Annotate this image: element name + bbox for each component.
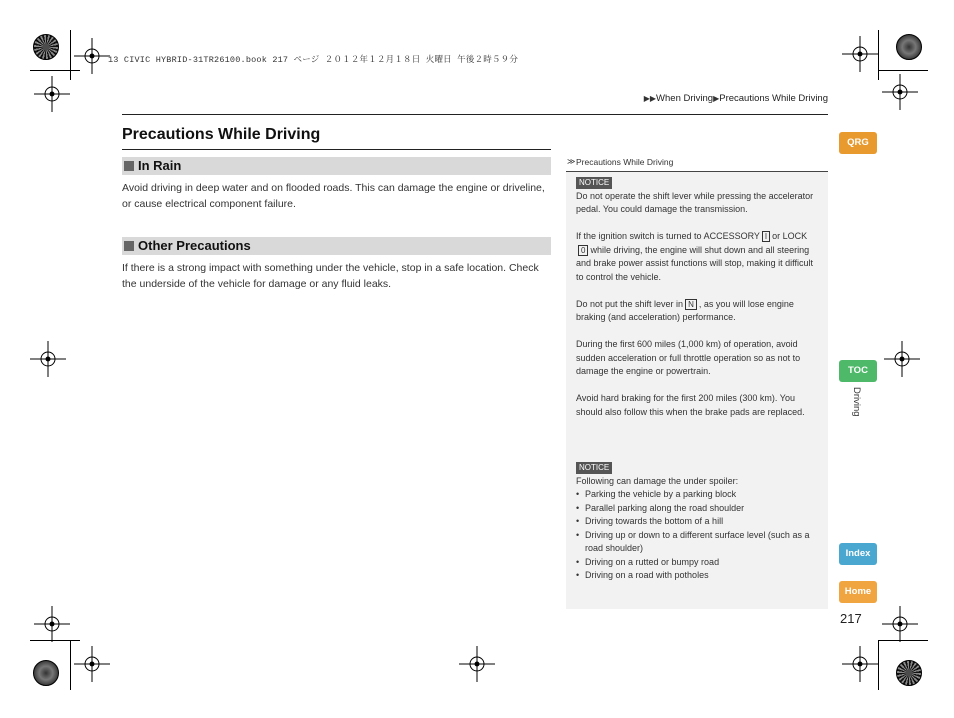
notice-text: If the ignition switch is turned to ACCESSORY (576, 231, 760, 241)
notice-paragraph: Following can damage the under spoiler: (576, 475, 739, 486)
sidebar-header (566, 155, 828, 172)
notice-paragraph (576, 298, 821, 325)
registration-mark-icon (840, 644, 880, 684)
toc-tab-button[interactable]: TOC (839, 360, 877, 382)
section-heading-other-precautions (122, 237, 551, 255)
list-item: • Driving on a rutted or bumpy road (576, 556, 821, 570)
list-item: • Parallel parking along the road shoulder (576, 502, 821, 516)
list-item: • Driving towards the bottom of a hill (576, 515, 821, 529)
key-lock: 0 (578, 245, 588, 256)
bullet-list (576, 488, 821, 583)
section-square-icon (124, 161, 134, 171)
notice-text: , as you will lose engine braking (and acceleration) performance. (576, 298, 794, 322)
qrg-tab-button[interactable]: QRG (839, 132, 877, 154)
section-body-other-precautions: If there is a strong impact with something under the vehicle, stop in a safe location. Check the underside of the vehicle for damage or any fluid leaks. (122, 262, 539, 290)
key-accessory: I (762, 231, 770, 242)
registration-mark-icon (32, 74, 72, 114)
notice-badge: NOTICE (576, 462, 612, 474)
registration-mark-icon (457, 644, 497, 684)
breadcrumb-arrow-icon: ▶▶ (643, 94, 657, 103)
page-title: Precautions While Driving (122, 126, 321, 143)
crop-mark (70, 640, 71, 690)
sidebar-notes (566, 155, 828, 609)
section-square-icon (124, 241, 134, 251)
registration-mark-icon (880, 72, 920, 112)
registration-mark-icon (72, 644, 112, 684)
breadcrumb-arrow-icon: ≫ (567, 157, 576, 166)
list-item: • Driving up or down to a different surface level (such as a road shoulder) (576, 529, 821, 556)
notice-paragraph (576, 230, 821, 284)
registration-mark-icon (28, 339, 68, 379)
breadcrumb-part: Precautions While Driving (719, 93, 828, 104)
notice-text: while driving, the engine will shut down and all steering and brake power assist functions will stop, making it difficult to control the vehicle. (576, 244, 813, 282)
section-heading-text: In Rain (138, 158, 182, 173)
breadcrumb-part[interactable]: When Driving (656, 93, 714, 104)
title-rule (122, 149, 551, 150)
notice-text: or LOCK (772, 231, 808, 241)
list-item: • Parking the vehicle by a parking block (576, 488, 821, 502)
color-bar-circle-icon (896, 34, 922, 60)
registration-mark-icon (32, 604, 72, 644)
chapter-label: Driving (851, 387, 862, 417)
breadcrumb (644, 93, 828, 104)
breadcrumb-arrow-icon: ▶ (713, 94, 720, 103)
registration-mark-icon (72, 36, 112, 76)
notice-text: Do not put the shift lever in (576, 298, 684, 309)
registration-mark-icon (882, 339, 922, 379)
sidebar-header-label: Precautions While Driving (576, 157, 674, 167)
notice-paragraph: Do not operate the shift lever while pressing the accelerator pedal. You could damage the transmission. (576, 190, 814, 214)
notice-block-2 (576, 461, 821, 583)
file-info: 13 CIVIC HYBRID-31TR26100.book 217 ページ ２０１２年１２月１８日 火曜日 午後２時５９分 (108, 55, 519, 65)
home-tab-button[interactable]: Home (839, 581, 877, 603)
color-bar-circle-icon (896, 660, 922, 686)
crop-mark (70, 30, 71, 80)
color-bar-circle-icon (33, 660, 59, 686)
registration-mark-icon (840, 34, 880, 74)
index-tab-button[interactable]: Index (839, 543, 877, 565)
section-body-in-rain: Avoid driving in deep water and on flooded roads. This can damage the engine or driveline, or cause electrical component failure. (122, 182, 545, 210)
section-heading-text: Other Precautions (138, 238, 251, 253)
section-heading-in-rain (122, 157, 551, 175)
page-number: 217 (840, 611, 862, 626)
key-neutral: N (685, 299, 697, 310)
notice-block-1 (576, 176, 821, 419)
notice-paragraph: During the first 600 miles (1,000 km) of operation, avoid sudden acceleration or full throttle operation so as not to damage the engine or powertrain. (576, 339, 801, 376)
crop-mark (878, 70, 928, 71)
header-rule (122, 114, 828, 115)
notice-badge: NOTICE (576, 177, 612, 189)
registration-mark-icon (880, 604, 920, 644)
list-item: • Driving on a road with potholes (576, 569, 821, 583)
notice-paragraph: Avoid hard braking for the first 200 miles (300 km). You should also follow this when the brake pads are replaced. (576, 393, 805, 417)
color-bar-circle-icon (33, 34, 59, 60)
